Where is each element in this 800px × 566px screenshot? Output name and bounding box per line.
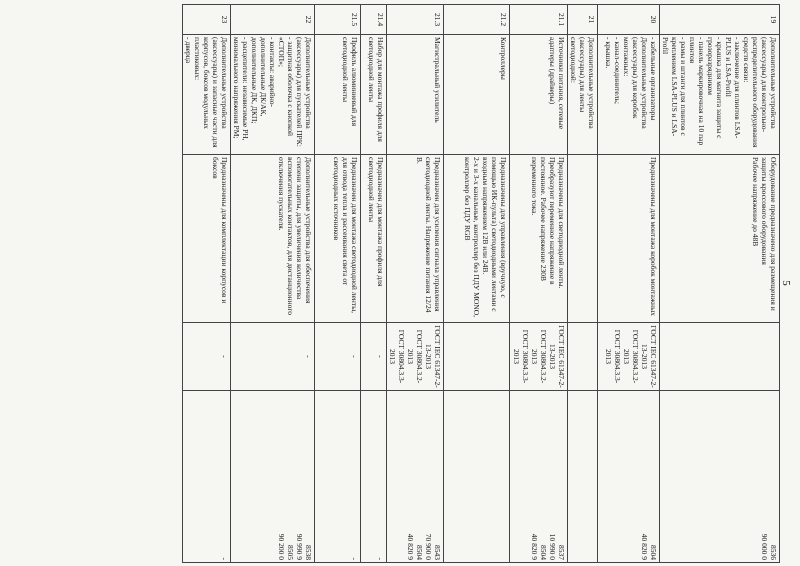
- table-row: [231, 5, 315, 563]
- row-number: 23: [183, 5, 231, 35]
- row-number: 21.2: [444, 5, 510, 35]
- standard-reference: [444, 323, 510, 391]
- standard-reference: -: [231, 323, 315, 391]
- product-purpose: Оборудование предназначено для размещения и защиты кроссового оборудования Рабочее напряжение до 48В: [660, 155, 780, 323]
- row-number: 21.5: [315, 5, 361, 35]
- table-row: [510, 5, 568, 563]
- table-body: [183, 5, 780, 563]
- standard-reference: -: [315, 323, 361, 391]
- tnved-codes: -: [315, 391, 361, 563]
- table-row: [315, 5, 361, 563]
- product-name: Профиль алюминиевый для светодиодной ленты: [315, 35, 361, 155]
- standard-reference: ГОСТ IEC 61347-2-13-2013 ГОСТ 30804.3.2-2013 ГОСТ 30804.3.3-2013: [510, 323, 568, 391]
- row-number: 22: [231, 5, 315, 35]
- tnved-codes: [568, 391, 598, 563]
- table-row: [387, 5, 444, 563]
- product-name: Контроллеры: [444, 35, 510, 155]
- tnved-codes: 8538 90 990 9 8505 90 200 0: [231, 391, 315, 563]
- product-name: Магистральный усилитель: [387, 35, 444, 155]
- page-number: 5: [780, 280, 792, 286]
- tnved-codes: 8543 70 900 0 8504 40 820 9: [387, 391, 444, 563]
- product-name: Дополнительные устройства (аксессуары) для ленты светодиодной:: [568, 35, 598, 155]
- certificate-table: [182, 4, 780, 563]
- row-number: 19: [660, 5, 780, 35]
- tnved-codes: [444, 391, 510, 563]
- standard-reference: ГОСТ IEC 61347-2-13-2013 ГОСТ 30804.3.2-2013 ГОСТ 30804.3.3-2013: [387, 323, 444, 391]
- standard-reference: [568, 323, 598, 391]
- product-name: - кабельные организаторы Дополнительные устройства (аксессуары) для коробок монтажных: - канал-соединитель; - крышка.: [598, 35, 660, 155]
- product-name: Источники питания, сетевые адаптеры (драйверы): [510, 35, 568, 155]
- tnved-codes: 8537 10 990 0 8504 40 820 9: [510, 391, 568, 563]
- product-name: Дополнительные устройства (аксессуары) и запасные части для корпусов, боксов модульных пластиковых: - дверца: [183, 35, 231, 155]
- row-number: 21: [568, 5, 598, 35]
- product-name: Дополнительные устройства (аксессуары) для контрольно-распределительного оборудования средств связи: - заключение для плинтов LSA-PLUS и LSA-Profil - крышка для магнита защиты с грозоразрядником - панель маркировочная на 10 пар плинтов - рамы и штанги для плинтов с креплением LSA-PLUS и LSA-Profil: [660, 35, 780, 155]
- product-purpose: Предназначены для монтажа коробок монтажных: [598, 155, 660, 323]
- tnved-codes: 8536 90 000 0: [660, 391, 780, 563]
- product-purpose: Дополнительные устройства для обеспечения степени защиты, для увеличения количества вспомогательных контактов, для дистанционного отключения пускателя.: [231, 155, 315, 323]
- row-number: 21.3: [387, 5, 444, 35]
- table-row: [361, 5, 387, 563]
- standard-reference: -: [361, 323, 387, 391]
- product-purpose: Предназначен для усиления сигнала управления светодиодной ленты. Напряжение питания 12/24 В.: [387, 155, 444, 323]
- row-number: 20: [598, 5, 660, 35]
- product-name: Набор для монтажа профиля для светодиодной ленты: [361, 35, 387, 155]
- product-purpose: Предназначен для монтажа светодиодной ленты, для отвода тепла и рассеивания света от светодиодных источников: [315, 155, 361, 323]
- product-purpose: [568, 155, 598, 323]
- standard-reference: -: [183, 323, 231, 391]
- standard-reference: ГОСТ IEC 61347-2-13-2013 ГОСТ 30804.3.2-2013 ГОСТ 30804.3.3-2013: [598, 323, 660, 391]
- table-row: [444, 5, 510, 563]
- tnved-codes: -: [183, 391, 231, 563]
- product-purpose: Предназначены для светодиодной ленты. Преобразуют переменное напряжение в постоянное. Рабочее напряжение 230В переменного тока.: [510, 155, 568, 323]
- table-row: [660, 5, 780, 563]
- product-purpose: Предназначены для управления (вручную, с помощью ИК-пульта) светодиодными лентами с входным напряжением 12В или 24В. 2-х и 3-х канальные, контроллер без ПДУ MONO, контроллер без ПДУ RGB: [444, 155, 510, 323]
- tnved-codes: 8504 40 820 9: [598, 391, 660, 563]
- table-row: [598, 5, 660, 563]
- standard-reference: [660, 323, 780, 391]
- product-name: Дополнительные устройства (аксессуары) для пускателей ПРК: - защитная оболочка с кнопкой «СТОП»; - контакты: аварийно-дополнительные ДК/АК, дополнительные ДК, ДКП; - расцепители: независимые РН, минимального напряжения РМ;: [231, 35, 315, 155]
- product-purpose: Предназначены для комплектации корпусов и боксов: [183, 155, 231, 323]
- row-number: 21.4: [361, 5, 387, 35]
- row-number: 21.1: [510, 5, 568, 35]
- table-row: [568, 5, 598, 563]
- table-row: [183, 5, 231, 563]
- product-purpose: Предназначен для монтажа профиля для светодиодной ленты: [361, 155, 387, 323]
- tnved-codes: -: [361, 391, 387, 563]
